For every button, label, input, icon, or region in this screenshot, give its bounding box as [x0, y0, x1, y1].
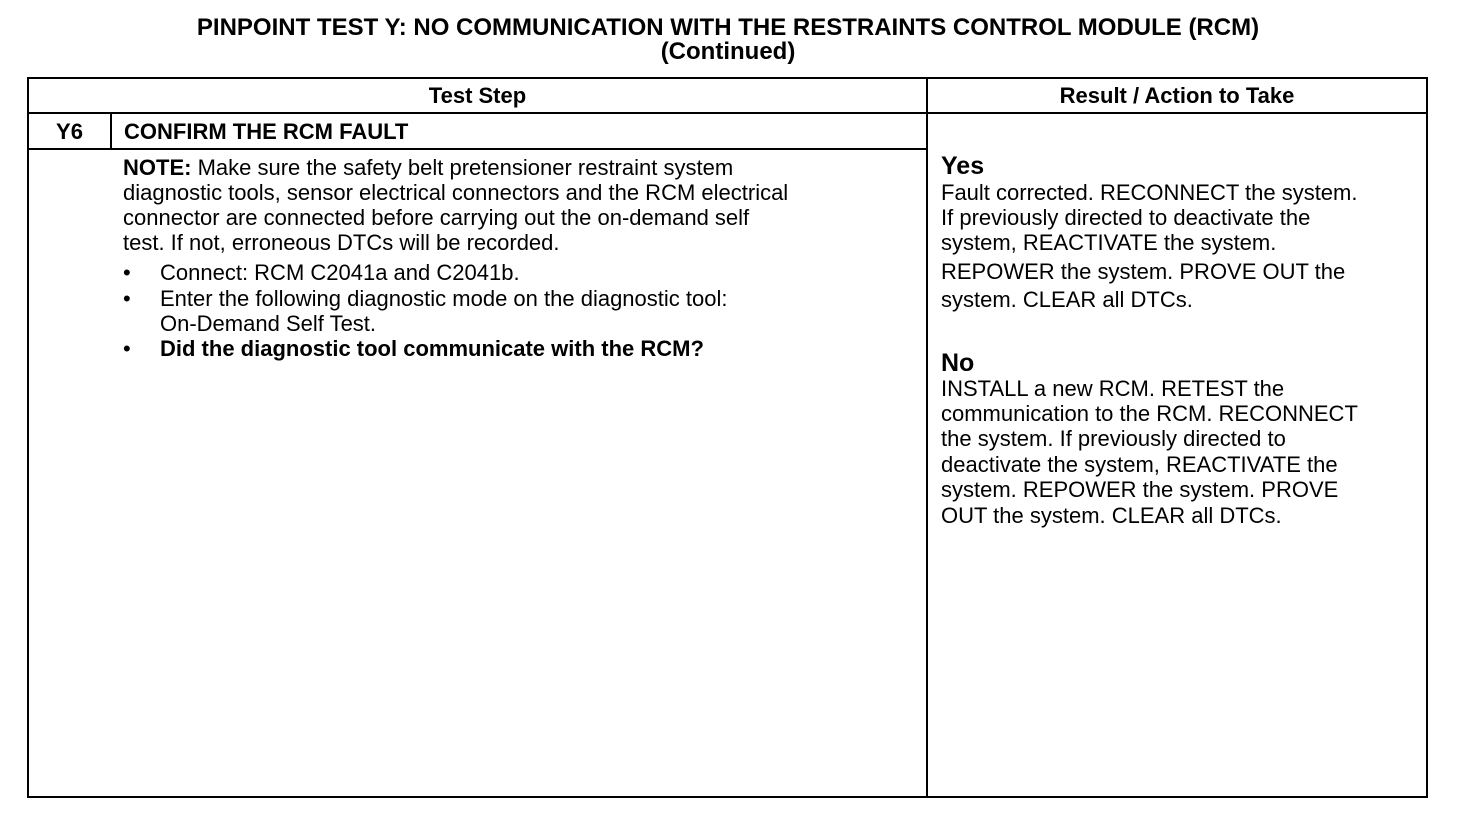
bullet-2-line-1: Enter the following diagnostic mode on the diagnostic tool:	[160, 286, 728, 311]
note-text: Make sure the safety belt pretensioner restraint system	[191, 155, 734, 180]
result-no-line-3: the system. If previously directed to	[941, 426, 1286, 451]
note-line-2: diagnostic tools, sensor electrical connectors and the RCM electrical	[123, 180, 789, 205]
header-divider	[27, 112, 1428, 114]
step-title: CONFIRM THE RCM FAULT	[124, 119, 409, 144]
result-yes-line-5: system. CLEAR all DTCs.	[941, 287, 1193, 312]
bullet-marker: •	[123, 260, 131, 285]
result-yes-line-3: system, REACTIVATE the system.	[941, 230, 1277, 255]
result-no-line-5: system. REPOWER the system. PROVE	[941, 477, 1339, 502]
step-id: Y6	[56, 119, 83, 144]
page-title: PINPOINT TEST Y: NO COMMUNICATION WITH THE RESTRAINTS CONTROL MODULE (RCM)	[196, 14, 1260, 41]
bullet-marker: •	[123, 336, 131, 361]
bullet-2-line-2: On-Demand Self Test.	[160, 311, 377, 336]
note-line-4: test. If not, erroneous DTCs will be recorded.	[123, 230, 560, 255]
note-line-3: connector are connected before carrying out the on-demand self	[123, 205, 750, 230]
header-test-step: Test Step	[428, 83, 527, 108]
result-no-line-6: OUT the system. CLEAR all DTCs.	[941, 503, 1282, 528]
bullet-3-question: Did the diagnostic tool communicate with the RCM?	[160, 336, 704, 361]
result-yes-line-1: Fault corrected. RECONNECT the system.	[941, 180, 1358, 205]
note-line-1	[123, 155, 733, 180]
result-yes-label: Yes	[941, 152, 985, 180]
result-yes-line-2: If previously directed to deactivate the	[941, 205, 1311, 230]
step-id-divider	[110, 113, 112, 149]
result-no-label: No	[941, 349, 975, 377]
result-no-line-4: deactivate the system, REACTIVATE the	[941, 452, 1338, 477]
result-yes-line-4: REPOWER the system. PROVE OUT the	[941, 259, 1346, 284]
step-title-divider	[27, 148, 927, 150]
bullet-1-line-1: Connect: RCM C2041a and C2041b.	[160, 260, 520, 285]
page-subtitle: (Continued)	[660, 38, 796, 65]
header-result-action: Result / Action to Take	[1059, 83, 1295, 108]
result-no-line-2: communication to the RCM. RECONNECT	[941, 401, 1358, 426]
column-divider	[926, 77, 928, 798]
note-label: NOTE:	[123, 155, 192, 180]
result-no-line-1: INSTALL a new RCM. RETEST the	[941, 376, 1285, 401]
bullet-marker: •	[123, 286, 131, 311]
